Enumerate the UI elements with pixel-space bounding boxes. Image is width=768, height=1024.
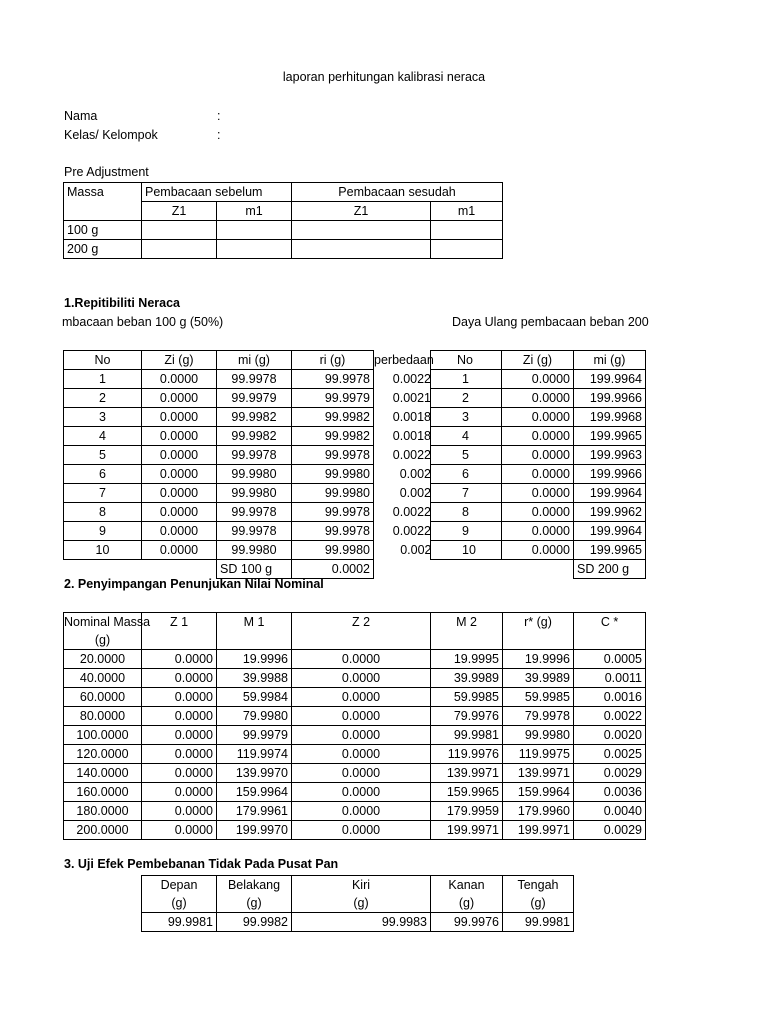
cell-nominal: 40.0000 — [64, 669, 142, 688]
cell-zi: 0.0000 — [142, 446, 217, 465]
cell-z2: 0.0000 — [292, 650, 431, 669]
empty-cell — [217, 631, 292, 650]
cell-c-star: 0.0029 — [574, 764, 646, 783]
header-perbedaan: perbedaan — [374, 353, 434, 367]
repeatability-heading: 1.Repitibiliti Neraca — [64, 296, 181, 310]
table-row — [64, 240, 503, 259]
cell-mi: 199.9964 — [574, 370, 646, 389]
cell-zi: 0.0000 — [142, 427, 217, 446]
table-row — [431, 408, 646, 427]
table-row — [431, 560, 646, 579]
cell-mi: 199.9964 — [574, 484, 646, 503]
cell-perbedaan: 0.002 — [399, 467, 431, 481]
cell-r-star: 179.9960 — [503, 802, 574, 821]
cell-r-star: 159.9964 — [503, 783, 574, 802]
repeatability-right-table — [430, 350, 646, 579]
unit-cell: (g) — [503, 894, 574, 913]
document-title: laporan perhitungan kalibrasi neraca — [282, 70, 486, 84]
table-row — [64, 370, 432, 389]
empty-cell — [64, 560, 142, 579]
cell-mi: 199.9965 — [574, 427, 646, 446]
header-ri: ri (g) — [292, 351, 374, 370]
cell-r-star: 199.9971 — [503, 821, 574, 840]
cell-ri: 99.9978 — [292, 446, 374, 465]
cell-zi: 0.0000 — [142, 389, 217, 408]
cell-m1: 119.9974 — [217, 745, 292, 764]
cell-ri: 99.9982 — [292, 427, 374, 446]
cell-z2: 0.0000 — [292, 726, 431, 745]
header-m1: M 1 — [217, 613, 292, 632]
table-row — [64, 707, 646, 726]
empty-cell — [142, 631, 217, 650]
cell-perbedaan: 0.002 — [399, 486, 431, 500]
cell-r-star: 19.9996 — [503, 650, 574, 669]
cell-perbedaan: 0.0022 — [392, 505, 431, 519]
cell-zi: 0.0000 — [502, 465, 574, 484]
cell-no: 2 — [431, 389, 502, 408]
cell-nominal: 160.0000 — [64, 783, 142, 802]
table-row — [142, 913, 574, 932]
cell-zi: 0.0000 — [502, 522, 574, 541]
cell-mi: 99.9978 — [217, 503, 292, 522]
sub-header-m1: m1 — [217, 202, 292, 221]
cell-zi: 0.0000 — [502, 484, 574, 503]
cell-perbedaan: 0.0022 — [392, 448, 431, 462]
cell-mi: 199.9966 — [574, 465, 646, 484]
cell-m2: 199.9971 — [431, 821, 503, 840]
table-row — [64, 802, 646, 821]
cell-mi: 199.9966 — [574, 389, 646, 408]
cell-no: 6 — [64, 465, 142, 484]
empty-cell — [142, 560, 217, 579]
table-row — [64, 221, 503, 240]
cell-z1: 0.0000 — [142, 669, 217, 688]
cell-c-star: 0.0005 — [574, 650, 646, 669]
table-row — [64, 202, 503, 221]
cell-ri: 99.9978 — [292, 370, 374, 389]
unit-cell: (g) — [142, 894, 217, 913]
cell-c-star: 0.0036 — [574, 783, 646, 802]
cell-m1: 99.9979 — [217, 726, 292, 745]
nama-label: Nama — [64, 109, 98, 123]
cell-mi: 99.9978 — [217, 446, 292, 465]
header-no: No — [431, 351, 502, 370]
table-row — [142, 894, 574, 913]
empty-cell — [292, 240, 431, 259]
empty-cell — [431, 240, 503, 259]
empty-cell — [292, 221, 431, 240]
empty-cell — [142, 221, 217, 240]
cell-ri: 99.9982 — [292, 408, 374, 427]
header-tengah: Tengah — [503, 876, 574, 895]
table-row — [64, 650, 646, 669]
cell-no: 8 — [431, 503, 502, 522]
massa-cell: 200 g — [64, 240, 142, 259]
cell-c-star: 0.0040 — [574, 802, 646, 821]
cell-r-star: 139.9971 — [503, 764, 574, 783]
cell-r-star: 39.9989 — [503, 669, 574, 688]
repeatability-left-table — [63, 350, 432, 579]
cell-no: 7 — [64, 484, 142, 503]
table-row — [64, 745, 646, 764]
cell-r-star: 79.9978 — [503, 707, 574, 726]
col-sebelum-header: Pembacaan sebelum — [142, 183, 292, 202]
cell-zi: 0.0000 — [502, 446, 574, 465]
cell-m2: 179.9959 — [431, 802, 503, 821]
cell-no: 4 — [64, 427, 142, 446]
cell-z2: 0.0000 — [292, 783, 431, 802]
cell-z2: 0.0000 — [292, 764, 431, 783]
table-row — [64, 465, 432, 484]
cell-z1: 0.0000 — [142, 650, 217, 669]
cell-zi: 0.0000 — [502, 503, 574, 522]
right-caption: Daya Ulang pembacaan beban 200 — [452, 315, 649, 329]
cell-m2: 139.9971 — [431, 764, 503, 783]
table-row — [64, 726, 646, 745]
table-row — [64, 351, 432, 370]
nama-colon: : — [217, 109, 221, 123]
cell-c-star: 0.0011 — [574, 669, 646, 688]
cell-mi: 99.9978 — [217, 522, 292, 541]
unit-cell: (g) — [217, 894, 292, 913]
cell-z1: 0.0000 — [142, 764, 217, 783]
cell-m1: 79.9980 — [217, 707, 292, 726]
cell-zi: 0.0000 — [502, 370, 574, 389]
cell-mi: 99.9980 — [217, 484, 292, 503]
header-no: No — [64, 351, 142, 370]
col-massa-header: Massa — [64, 183, 142, 202]
table-row — [64, 764, 646, 783]
cell-zi: 0.0000 — [502, 541, 574, 560]
table-row — [64, 688, 646, 707]
cell-nominal: 60.0000 — [64, 688, 142, 707]
sub-header-z1: Z1 — [142, 202, 217, 221]
cell-no: 4 — [431, 427, 502, 446]
cell-nominal: 120.0000 — [64, 745, 142, 764]
cell-mi: 99.9979 — [217, 389, 292, 408]
left-caption: mbacaan beban 100 g (50%) — [62, 315, 224, 329]
cell-z1: 0.0000 — [142, 821, 217, 840]
cell-ri: 99.9980 — [292, 484, 374, 503]
table-row — [431, 541, 646, 560]
header-kiri: Kiri — [292, 876, 431, 895]
eccentric-heading: 3. Uji Efek Pembebanan Tidak Pada Pusat Pan — [64, 857, 339, 871]
cell-m1: 199.9970 — [217, 821, 292, 840]
sub-header-m1: m1 — [431, 202, 503, 221]
cell-no: 8 — [64, 503, 142, 522]
cell-perbedaan: 0.0022 — [392, 524, 431, 538]
cell-mi: 99.9982 — [217, 408, 292, 427]
table-row — [431, 522, 646, 541]
cell-mi: 99.9980 — [217, 465, 292, 484]
cell-ri: 99.9978 — [292, 522, 374, 541]
cell-ri: 99.9980 — [292, 541, 374, 560]
empty-cell — [217, 240, 292, 259]
header-c-star: C * — [574, 613, 646, 632]
value-belakang: 99.9982 — [217, 913, 292, 932]
cell-z1: 0.0000 — [142, 802, 217, 821]
table-row — [64, 484, 432, 503]
cell-no: 2 — [64, 389, 142, 408]
header-depan: Depan — [142, 876, 217, 895]
header-z2: Z 2 — [292, 613, 431, 632]
value-tengah: 99.9981 — [503, 913, 574, 932]
cell-r-star: 59.9985 — [503, 688, 574, 707]
header-zi: Zi (g) — [142, 351, 217, 370]
sub-header-z1: Z1 — [292, 202, 431, 221]
header-unit: (g) — [64, 631, 142, 650]
empty-cell — [64, 202, 142, 221]
cell-mi: 99.9980 — [217, 541, 292, 560]
table-row — [64, 522, 432, 541]
cell-z2: 0.0000 — [292, 745, 431, 764]
table-row — [64, 541, 432, 560]
cell-perbedaan: 0.0018 — [392, 429, 431, 443]
cell-m1: 159.9964 — [217, 783, 292, 802]
table-row — [64, 427, 432, 446]
cell-r-star: 119.9975 — [503, 745, 574, 764]
table-row — [431, 389, 646, 408]
table-row — [431, 446, 646, 465]
cell-m1: 179.9961 — [217, 802, 292, 821]
cell-no: 3 — [431, 408, 502, 427]
cell-mi: 199.9968 — [574, 408, 646, 427]
value-kiri: 99.9983 — [292, 913, 431, 932]
cell-mi: 199.9965 — [574, 541, 646, 560]
sd-100-label: SD 100 g — [217, 560, 292, 579]
cell-c-star: 0.0025 — [574, 745, 646, 764]
table-row — [431, 503, 646, 522]
table-row — [64, 821, 646, 840]
cell-mi: 199.9962 — [574, 503, 646, 522]
header-m2: M 2 — [431, 613, 503, 632]
header-belakang: Belakang — [217, 876, 292, 895]
table-row — [431, 370, 646, 389]
pre-adjustment-heading: Pre Adjustment — [64, 165, 149, 179]
table-row — [64, 408, 432, 427]
cell-z2: 0.0000 — [292, 821, 431, 840]
cell-no: 5 — [64, 446, 142, 465]
table-row — [142, 876, 574, 895]
cell-perbedaan: 0.0022 — [392, 372, 431, 386]
table-row — [431, 351, 646, 370]
header-z1: Z 1 — [142, 613, 217, 632]
cell-perbedaan: 0.0018 — [392, 410, 431, 424]
cell-nominal: 80.0000 — [64, 707, 142, 726]
sd-100-value: 0.0002 — [292, 560, 374, 579]
value-depan: 99.9981 — [142, 913, 217, 932]
cell-mi: 99.9978 — [217, 370, 292, 389]
cell-c-star: 0.0016 — [574, 688, 646, 707]
cell-z2: 0.0000 — [292, 688, 431, 707]
cell-z2: 0.0000 — [292, 802, 431, 821]
deviation-heading: 2. Penyimpangan Penunjukan Nilai Nominal — [64, 577, 324, 591]
unit-cell: (g) — [431, 894, 503, 913]
cell-mi: 199.9964 — [574, 522, 646, 541]
cell-nominal: 140.0000 — [64, 764, 142, 783]
table-row — [64, 560, 432, 579]
cell-nominal: 180.0000 — [64, 802, 142, 821]
cell-zi: 0.0000 — [502, 389, 574, 408]
cell-r-star: 99.9980 — [503, 726, 574, 745]
cell-m2: 119.9976 — [431, 745, 503, 764]
cell-z1: 0.0000 — [142, 707, 217, 726]
cell-ri: 99.9978 — [292, 503, 374, 522]
cell-no: 1 — [64, 370, 142, 389]
header-mi: mi (g) — [574, 351, 646, 370]
table-row — [64, 503, 432, 522]
deviation-table — [63, 612, 646, 840]
col-sesudah-header: Pembacaan sesudah — [292, 183, 503, 202]
cell-m2: 79.9976 — [431, 707, 503, 726]
cell-no: 3 — [64, 408, 142, 427]
pre-adjustment-table — [63, 182, 503, 259]
header-zi: Zi (g) — [502, 351, 574, 370]
empty-cell — [574, 631, 646, 650]
empty-cell — [374, 560, 432, 579]
cell-m2: 59.9985 — [431, 688, 503, 707]
header-nominal-massa: Nominal Massa — [64, 613, 142, 632]
cell-zi: 0.0000 — [142, 503, 217, 522]
cell-z1: 0.0000 — [142, 783, 217, 802]
table-row — [431, 427, 646, 446]
table-row — [64, 183, 503, 202]
table-row — [64, 669, 646, 688]
cell-z1: 0.0000 — [142, 726, 217, 745]
cell-z2: 0.0000 — [292, 707, 431, 726]
cell-z2: 0.0000 — [292, 669, 431, 688]
header-kanan: Kanan — [431, 876, 503, 895]
header-r-star: r* (g) — [503, 613, 574, 632]
value-kanan: 99.9976 — [431, 913, 503, 932]
cell-zi: 0.0000 — [142, 408, 217, 427]
eccentric-table — [141, 875, 574, 932]
cell-perbedaan: 0.0021 — [392, 391, 431, 405]
cell-no: 10 — [431, 541, 502, 560]
empty-cell — [431, 631, 503, 650]
table-row — [64, 446, 432, 465]
cell-nominal: 100.0000 — [64, 726, 142, 745]
cell-zi: 0.0000 — [502, 408, 574, 427]
cell-zi: 0.0000 — [502, 427, 574, 446]
cell-m1: 19.9996 — [217, 650, 292, 669]
cell-no: 6 — [431, 465, 502, 484]
cell-nominal: 200.0000 — [64, 821, 142, 840]
unit-cell: (g) — [292, 894, 431, 913]
empty-cell — [217, 221, 292, 240]
empty-cell — [431, 560, 502, 579]
cell-no: 9 — [64, 522, 142, 541]
empty-cell — [502, 560, 574, 579]
cell-m2: 159.9965 — [431, 783, 503, 802]
empty-cell — [292, 631, 431, 650]
empty-cell — [142, 240, 217, 259]
cell-m2: 39.9989 — [431, 669, 503, 688]
cell-z1: 0.0000 — [142, 745, 217, 764]
massa-cell: 100 g — [64, 221, 142, 240]
cell-m1: 39.9988 — [217, 669, 292, 688]
sd-200-label: SD 200 g — [574, 560, 646, 579]
cell-no: 1 — [431, 370, 502, 389]
table-row — [64, 783, 646, 802]
cell-no: 9 — [431, 522, 502, 541]
cell-c-star: 0.0029 — [574, 821, 646, 840]
empty-cell — [431, 221, 503, 240]
cell-mi: 99.9982 — [217, 427, 292, 446]
cell-c-star: 0.0022 — [574, 707, 646, 726]
table-row — [431, 484, 646, 503]
cell-no: 5 — [431, 446, 502, 465]
cell-c-star: 0.0020 — [574, 726, 646, 745]
table-row — [64, 631, 646, 650]
cell-m2: 99.9981 — [431, 726, 503, 745]
cell-ri: 99.9979 — [292, 389, 374, 408]
cell-zi: 0.0000 — [142, 370, 217, 389]
cell-zi: 0.0000 — [142, 465, 217, 484]
cell-zi: 0.0000 — [142, 522, 217, 541]
cell-m1: 59.9984 — [217, 688, 292, 707]
cell-z1: 0.0000 — [142, 688, 217, 707]
cell-zi: 0.0000 — [142, 484, 217, 503]
cell-mi: 199.9963 — [574, 446, 646, 465]
cell-m2: 19.9995 — [431, 650, 503, 669]
header-mi: mi (g) — [217, 351, 292, 370]
cell-zi: 0.0000 — [142, 541, 217, 560]
kelas-colon: : — [217, 128, 221, 142]
cell-m1: 139.9970 — [217, 764, 292, 783]
table-row — [64, 613, 646, 632]
cell-no: 10 — [64, 541, 142, 560]
table-row — [431, 465, 646, 484]
kelas-label: Kelas/ Kelompok — [64, 128, 158, 142]
table-row — [64, 389, 432, 408]
cell-perbedaan: 0.002 — [400, 543, 432, 557]
cell-no: 7 — [431, 484, 502, 503]
empty-cell — [503, 631, 574, 650]
cell-nominal: 20.0000 — [64, 650, 142, 669]
cell-ri: 99.9980 — [292, 465, 374, 484]
